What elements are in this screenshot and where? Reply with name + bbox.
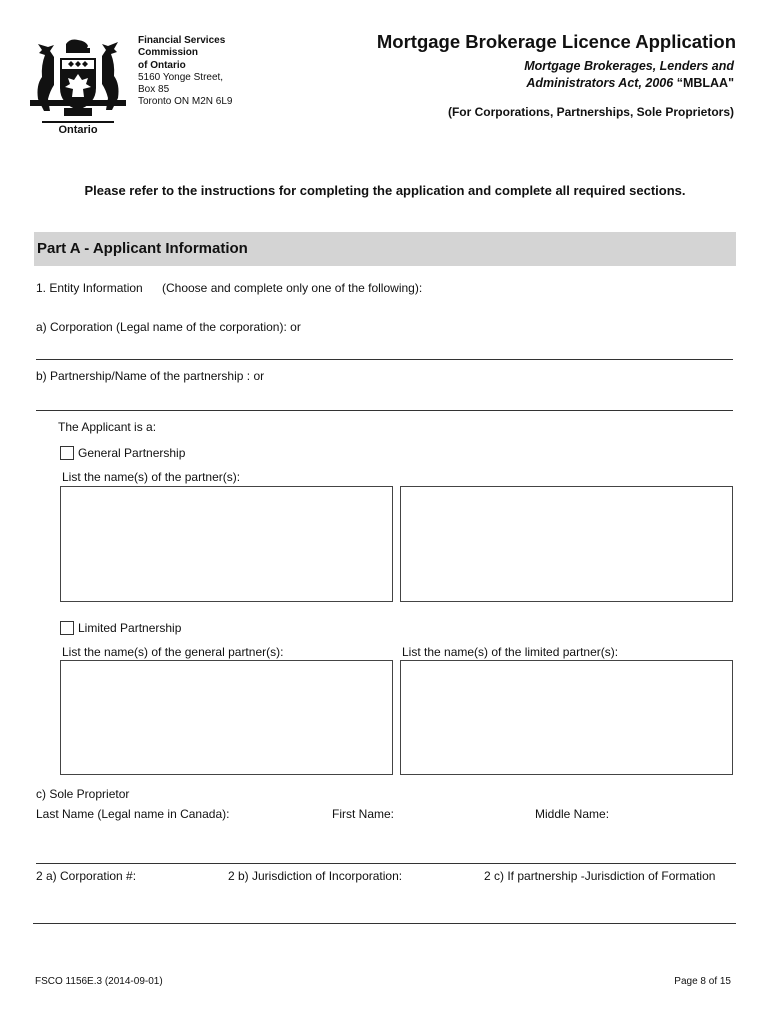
form-id: FSCO 1156E.3 (2014-09-01) bbox=[35, 976, 163, 987]
jurisdiction-fields-line[interactable] bbox=[33, 923, 736, 924]
ontario-wordmark: Ontario bbox=[58, 124, 98, 134]
corporation-number-label: 2 a) Corporation #: bbox=[36, 869, 137, 883]
partners-list-label: List the name(s) of the partner(s): bbox=[62, 470, 241, 484]
address-line2: Box 85 bbox=[138, 84, 170, 96]
general-partnership-label: General Partnership bbox=[78, 446, 186, 460]
subtitle-line2: Administrators Act, 2006 bbox=[526, 76, 674, 90]
subtitle-line1: Mortgage Brokerages, Lenders and bbox=[524, 59, 734, 73]
limited-partners-list-label: List the name(s) of the limited partner(s): bbox=[402, 645, 619, 659]
middle-name-label: Middle Name: bbox=[535, 807, 610, 821]
partners-list-field-right[interactable] bbox=[400, 486, 733, 602]
org-name-line1: Financial Services bbox=[138, 35, 226, 46]
limited-partners-list-field[interactable] bbox=[400, 660, 733, 775]
subtitle-acronym: “MBLAA" bbox=[676, 76, 734, 90]
sole-proprietor-label: c) Sole Proprietor bbox=[36, 787, 130, 801]
page-number: Page 8 of 15 bbox=[674, 976, 731, 987]
general-partnership-checkbox[interactable] bbox=[60, 446, 74, 460]
address-line1: 5160 Yonge Street, bbox=[138, 71, 224, 83]
instructions-text: Please refer to the instructions for completing the application and complete all required sections. bbox=[84, 183, 686, 198]
applicant-is-label: The Applicant is a: bbox=[58, 420, 157, 434]
entity-info-hint: (Choose and complete only one of the following): bbox=[162, 281, 423, 295]
jurisdiction-incorporation-label: 2 b) Jurisdiction of Incorporation: bbox=[228, 869, 403, 883]
partners-list-field-left[interactable] bbox=[60, 486, 393, 602]
sole-proprietor-name-field[interactable] bbox=[36, 863, 736, 864]
entity-info-label: 1. Entity Information bbox=[36, 281, 143, 295]
partnership-name-field[interactable] bbox=[36, 410, 733, 411]
first-name-label: First Name: bbox=[332, 807, 395, 821]
ontario-coat-of-arms-logo bbox=[28, 34, 128, 134]
entity-types-note: (For Corporations, Partnerships, Sole Proprietors) bbox=[447, 105, 734, 119]
partnership-label: b) Partnership/Name of the partnership : or bbox=[36, 369, 265, 383]
address-line3: Toronto ON M2N 6L9 bbox=[138, 96, 233, 108]
jurisdiction-formation-label: 2 c) If partnership -Jurisdiction of Formation bbox=[484, 869, 716, 883]
section-title: Part A - Applicant Information bbox=[37, 240, 248, 257]
limited-partnership-label: Limited Partnership bbox=[78, 621, 182, 635]
organization-address bbox=[138, 35, 233, 109]
limited-partnership-checkbox[interactable] bbox=[60, 621, 74, 635]
org-name-line3: of Ontario bbox=[138, 59, 186, 71]
corporation-label: a) Corporation (Legal name of the corporation): or bbox=[36, 320, 301, 334]
org-name-line2: Commission bbox=[138, 47, 199, 59]
section-header-part-a bbox=[34, 232, 736, 266]
form-title: Mortgage Brokerage Licence Application bbox=[376, 31, 736, 52]
corporation-name-field[interactable] bbox=[36, 359, 733, 360]
last-name-label: Last Name (Legal name in Canada): bbox=[36, 807, 230, 821]
general-partners-list-label: List the name(s) of the general partner(s): bbox=[62, 645, 284, 659]
general-partners-list-field[interactable] bbox=[60, 660, 393, 775]
form-subtitle bbox=[524, 58, 734, 92]
